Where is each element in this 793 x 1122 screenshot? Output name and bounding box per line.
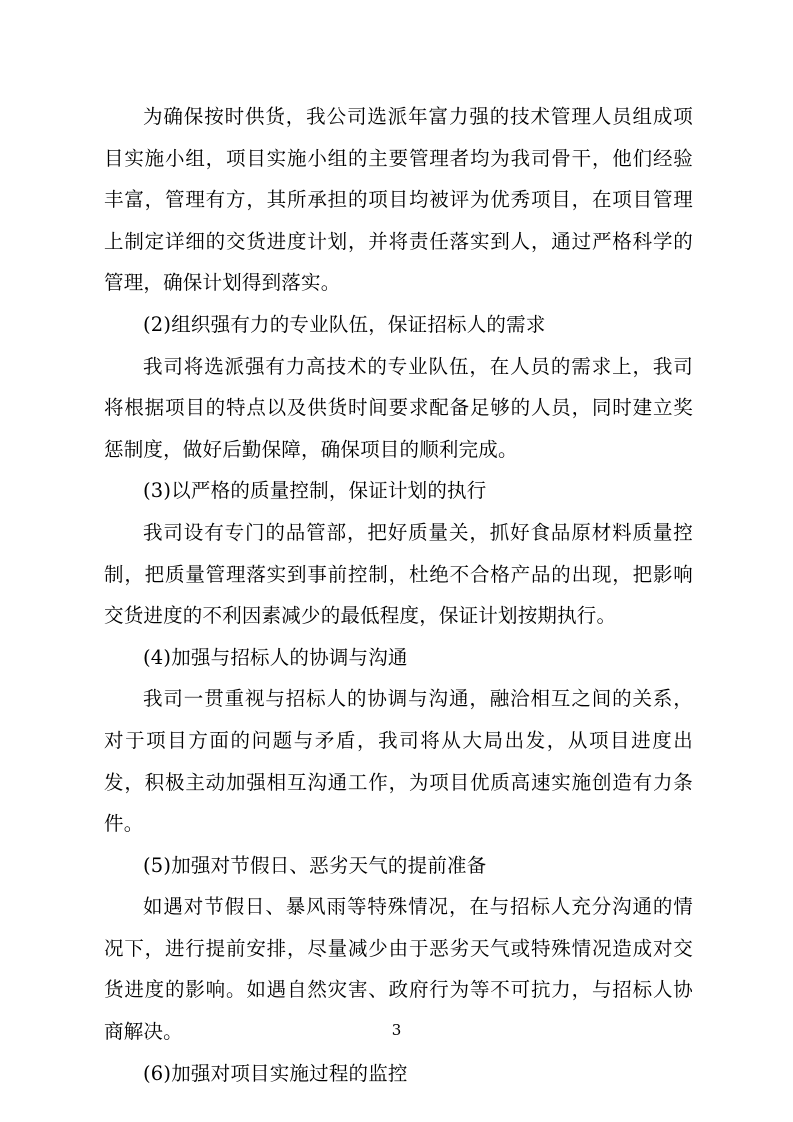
paragraph: 我司将选派强有力高技术的专业队伍，在人员的需求上，我司将根据项目的特点以及供货时间要求配备足够的人员，同时建立奖惩制度，做好后勤保障，确保项目的顺利完成。 <box>104 354 693 461</box>
section-heading: (5)加强对节假日、恶劣天气的提前准备 <box>143 853 487 877</box>
page-number: 3 <box>391 1021 402 1039</box>
section-heading: (4)加强与招标人的协调与沟通 <box>143 645 408 669</box>
paragraph: 我司一贯重视与招标人的协调与沟通，融洽相互之间的关系，对于项目方面的问题与矛盾，我司将从大局出发，从项目进度出发，积极主动加强相互沟通工作，为项目优质高速实施创造有力条件。 <box>104 687 693 836</box>
paragraph: 为确保按时供货，我公司选派年富力强的技术管理人员组成项目实施小组，项目实施小组的主要管理者均为我司骨干，他们经验丰富，管理有方，其所承担的项目均被评为优秀项目，在项目管理上制定详细的交货进度计划，并将责任落实到人，通过严格科学的管理，确保计划得到落实。 <box>104 105 693 295</box>
section-heading: (6)加强对项目实施过程的监控 <box>143 1061 408 1085</box>
section-heading: (2)组织强有力的专业队伍，保证招标人的需求 <box>143 312 546 336</box>
paragraph: 我司设有专门的品管部，把好质量关，抓好食品原材料质量控制，把质量管理落实到事前控制，杜绝不合格产品的出现，把影响交货进度的不利因素减少的最低程度，保证计划按期执行。 <box>104 520 693 628</box>
document-body <box>104 96 693 1094</box>
section-heading: (3)以严格的质量控制，保证计划的执行 <box>143 479 487 503</box>
paragraph: 如遇对节假日、暴风雨等特殊情况，在与招标人充分沟通的情况下，进行提前安排，尽量减少由于恶劣天气或特殊情况造成对交货进度的影响。如遇自然灾害、政府行为等不可抗力，与招标人协商解决。 <box>104 895 693 1044</box>
